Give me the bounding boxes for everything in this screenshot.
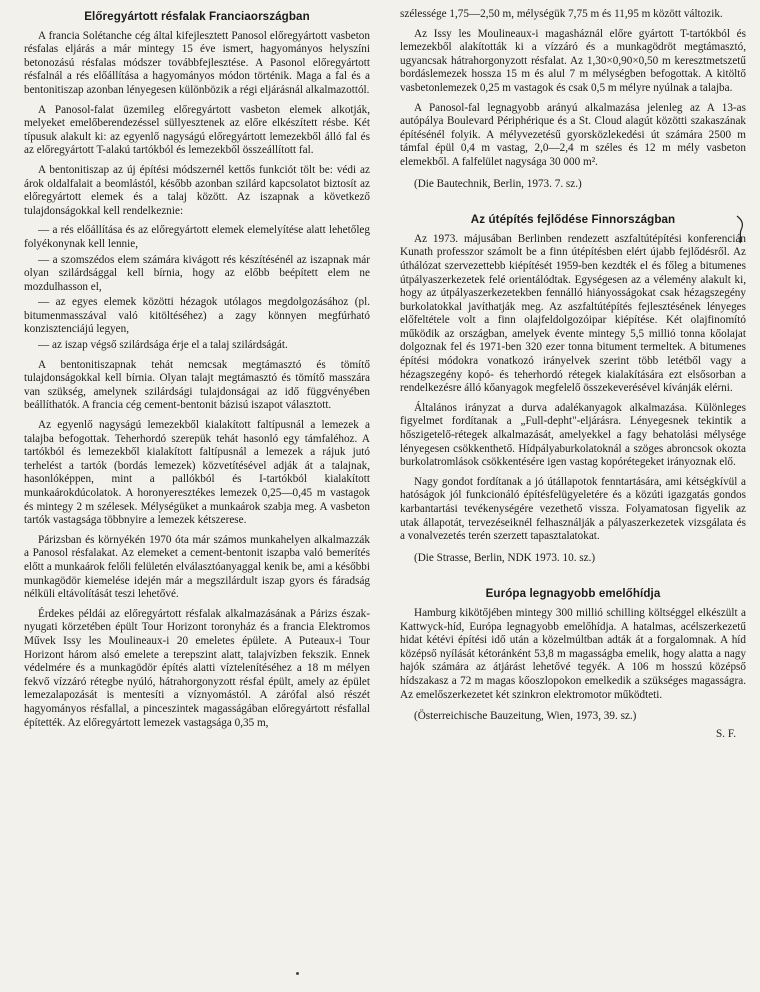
source-citation: (Die Bautechnik, Berlin, 1973. 7. sz.) (414, 177, 582, 190)
print-mark (734, 214, 752, 244)
list-item: — a szomszédos elem számára kivágott rés készítésénél az iszapnak már olyan szilárdsággal kell bírnia, hogy az előbb beépített elem ne mozdulhasson el, (24, 253, 370, 293)
paragraph: Párizsban és környékén 1970 óta már számos munkahelyen alkalmazzák a Panosol résfalakat. Az elemeket a cement-bentonit iszapba való bemerítés előtt a munkaárok felőli felületén elválasztóanyaggal kenik be, ami a későbbi munkagödör kiemelése idején már a megszilárdult iszap gyors és fáradság nélküli eltávolítását teszi lehetővé. (24, 533, 370, 601)
list-item: — a rés előállítása és az előregyártott elemek elemelyítése alatt lehetőleg folyékonynak kell lennie, (24, 224, 370, 250)
paragraph: A bentonitiszap az új építési módszernél kettős funkciót tölt be: védi az árok oldalfalait a beomlástól, később azonban szilárd kapcsolatot biztosít az előregyártott elemek és a talaj között. Az iszapnak a következő tulajdonságokkal kell rendelkeznie: (24, 163, 370, 217)
paragraph: A francia Solétanche cég által kifejlesztett Panosol előregyártott vasbeton résfalas eljárás a már mintegy 15 éve ismert, hagyományos helyszíni betonozású résfalas módszer továbbfejlesztése. A Pasonol előregyártott résfalnál a rés előállítása a hagyományos módon történik. Maga a fal és a bentonitiszap azonban lényegesen különbözik a régi eljárásnál alkalmazottól. (24, 29, 370, 96)
paragraph: szélessége 1,75—2,50 m, mélységük 7,75 m és 11,95 m között változik. (400, 8, 723, 20)
article-title-lift-bridge: Európa legnagyobb emelőhídja (485, 587, 661, 601)
article-title-french-diaphragm-walls: Előregyártott résfalak Franciaországban (84, 10, 310, 23)
paragraph: Általános irányzat a durva adalékanyagok alkalmazása. Különleges figyelmet fordítanak a „Full-depht"-eljárásra. Lényegesnek tekintik a hőszigetelő-rétegek alkalmazását, amelyekkel a fagy behatolási mélysége lényegesen csökkenthető. Hídpályaburkolatoknál a szöges abroncsok okozta burkolatromlások csökkentésére igen vastag kopórétegeket irányoznak elő. (400, 401, 746, 469)
paragraph: Hamburg kikötőjében mintegy 300 millió schilling költséggel elkészült a Kattwyck-híd, Európa legnagyobb emelőhídja. A hatalmas, acélszerkezetű hidat kétévi építési idő után a közelmúltban adták át a forgalomnak. A híd középső nyílását kétoránként 53,8 m magasságba emelik, hogy alatta a nagy hajók számára az átjárást lehetővé tegyék. A 106 m hosszú középső hídszakasz a 72 m magas kőoszlopokon emelkedik a szükséges magasságra. Az emelőszerkezetet két szinkron elektromotor működteti. (400, 606, 746, 701)
source-citation: (Die Strasse, Berlin, NDK 1973. 10. sz.) (414, 551, 596, 564)
list-item: — az egyes elemek közötti hézagok utólagos megdolgozásához (pl. bitumenmasszával való kitöltéséhez) a zagy könnyen megfúrható konzisztenciájú legyen, (24, 296, 370, 336)
article-title-finnish-roads: Az útépítés fejlődése Finnországban (470, 213, 676, 227)
left-column (24, 8, 370, 736)
paragraph: Nagy gondot fordítanak a jó útállapotok fenntartására, ami kétségkívül a hatóságok jól funkcionáló építésfelügyeletére és a közúti igazgatás gondos karbantartási tevékenységére vezethető vissza. Folyamatosan figyelik az utak állapotát, tervezéseiknél felhasználják a pályaszerkezetek vizsgálata és a vonalvezetés terén szerzett tapasztalatokat. (400, 475, 746, 543)
paragraph: Az Issy les Moulineaux-i magasháznál előre gyártott T-tartókból és lemezekből alakították ki a vízzáró és a munkagödröt megtámasztó, ugyancsak hátrahorgonyzott résfalat. Az 1,30×0,90×0,50 m keresztmetszetű bordáslemezek hossza 15 m és alul 7 m mélységben befogottak. A kitöltő vasbetonlemezek 0,25 m vastagok és csak 0,5 m mélyre nyúlnak a talajba. (400, 27, 746, 94)
paragraph: Érdekes példái az előregyártott résfalak alkalmazásának a Párizs észak-nyugati körzetében épült Tour Horizont toronyház és a francia Elektromos Művek Issy les Moulineaux-i 20 emeletes épülete. A Puteaux-i Tour Horizont három alsó emelete a terepszint alatt, talajvízben fekszik. Ennek védelmére és a munkagödör építés alatti víztelenítéséhez a 18 m mélyen fekvő vízzáró rétegbe nyúló, hátrahorgonyzott résfal épült, amely az épület lemezalapozását is mentesíti a víznyomástól. A zárófal alsó részét hagyományos résfallal, a pinceszintek magasságában előregyártott résfallal építették. Az előregyártott lemezek vastagsága 0,35 m, (24, 607, 370, 729)
paragraph: Az 1973. májusában Berlinben rendezett aszfaltútépítési konferencián Kunath professzor számolt be a finn útépítésben elért újabb fejlődésről. Az úthálózat szervezettebb kiépítését 1959-ben kezdték el és főleg a bitumenes útpályaszerkezetek felé orientálódtak. Egységesen az a vélemény alakult ki, hogy az útpályaszerkezetekben fennálló hiányosságokat csak hézagszegény burkolatokkal javíthatják meg. Az aszfaltútépítés fejlesztésének lényeges előfeltétele volt a finn olajfeldolgozóipar kiépítése. Két olajfinomító működik az országban, amelyek évente mintegy 5,5 millió tonna kőolajat dolgoznak fel és 1971-ben 320 ezer tonna bitument termeltek. A bitumenes építési módokra vonatkozó irányelvek szerint több letétből vagy a hézagszegény kopó- és teherhordó rétegek kialakítására ezt elsősorban a rendelkezésre álló kőanyagok megfelelő összekeverésével kívánják elérni. (400, 232, 746, 395)
list-item: — az iszap végső szilárdsága érje el a talaj szilárdságát. (38, 339, 288, 352)
scan-speck (296, 972, 299, 975)
source-citation: (Österreichische Bauzeitung, Wien, 1973, 39. sz.) (414, 710, 637, 723)
paragraph: A Panosol-fal legnagyobb arányú alkalmazása jelenleg az A 13-as autópálya Boulevard Périphérique és a St. Cloud alagút közötti szakaszának építésénél folyik. A mélyvezetésű gyorsközlekedési út számára 2500 m támfal épül 0,4 m vastag, 2,0—2,4 m széles és 12 m mély vasbeton elemekből. A falfelület nagysága 30 000 m². (400, 101, 746, 168)
paragraph: A Panosol-falat üzemileg előregyártott vasbeton elemek alkotják, melyeket emelőberendezéssel süllyesztenek az előre elkészített résbe. Két típusuk alakult ki: az egyenlő nagyságú előregyártott lemezekből álló fal és az előregyártott T-alakú tartókból és lemezekből összeállított fal. (24, 103, 370, 157)
right-column (400, 8, 746, 741)
author-signature: S. F. (716, 727, 736, 740)
paragraph: A bentonitiszapnak tehát nemcsak megtámasztó és tömítő tulajdonságokkal kell bírnia. Olyan talajt megtámasztó és tömítő masszára van szükség, amelynek szilárdsági tulajdonságai az idő függvényében beállíthatók. A francia cég cement-bentonit bázisú iszapot választott. (24, 358, 370, 412)
paragraph: Az egyenlő nagyságú lemezekből kialakított faltípusnál a lemezek a talajba befogottak. Teherhordó szerepük tehát hasonló egy támfaléhoz. A tartókból és lemezekből kialakított faltípusnál a lemezek a rájuk jutó terhelést a tartók (bordás lemezek) közvetítésével adják át a talajnak, hasonlóképpen, mint a pallókból és I-tartókból kialakított munkaárokdúcolatok. A horonyeresztékes lemezek 0,25—0,45 m vastagok és mintegy 2 m szélesek. Mélységüket a munkaárok szabja meg. A vasbeton tartók vastagsága többnyire a lemezek kétszerese. (24, 419, 370, 527)
